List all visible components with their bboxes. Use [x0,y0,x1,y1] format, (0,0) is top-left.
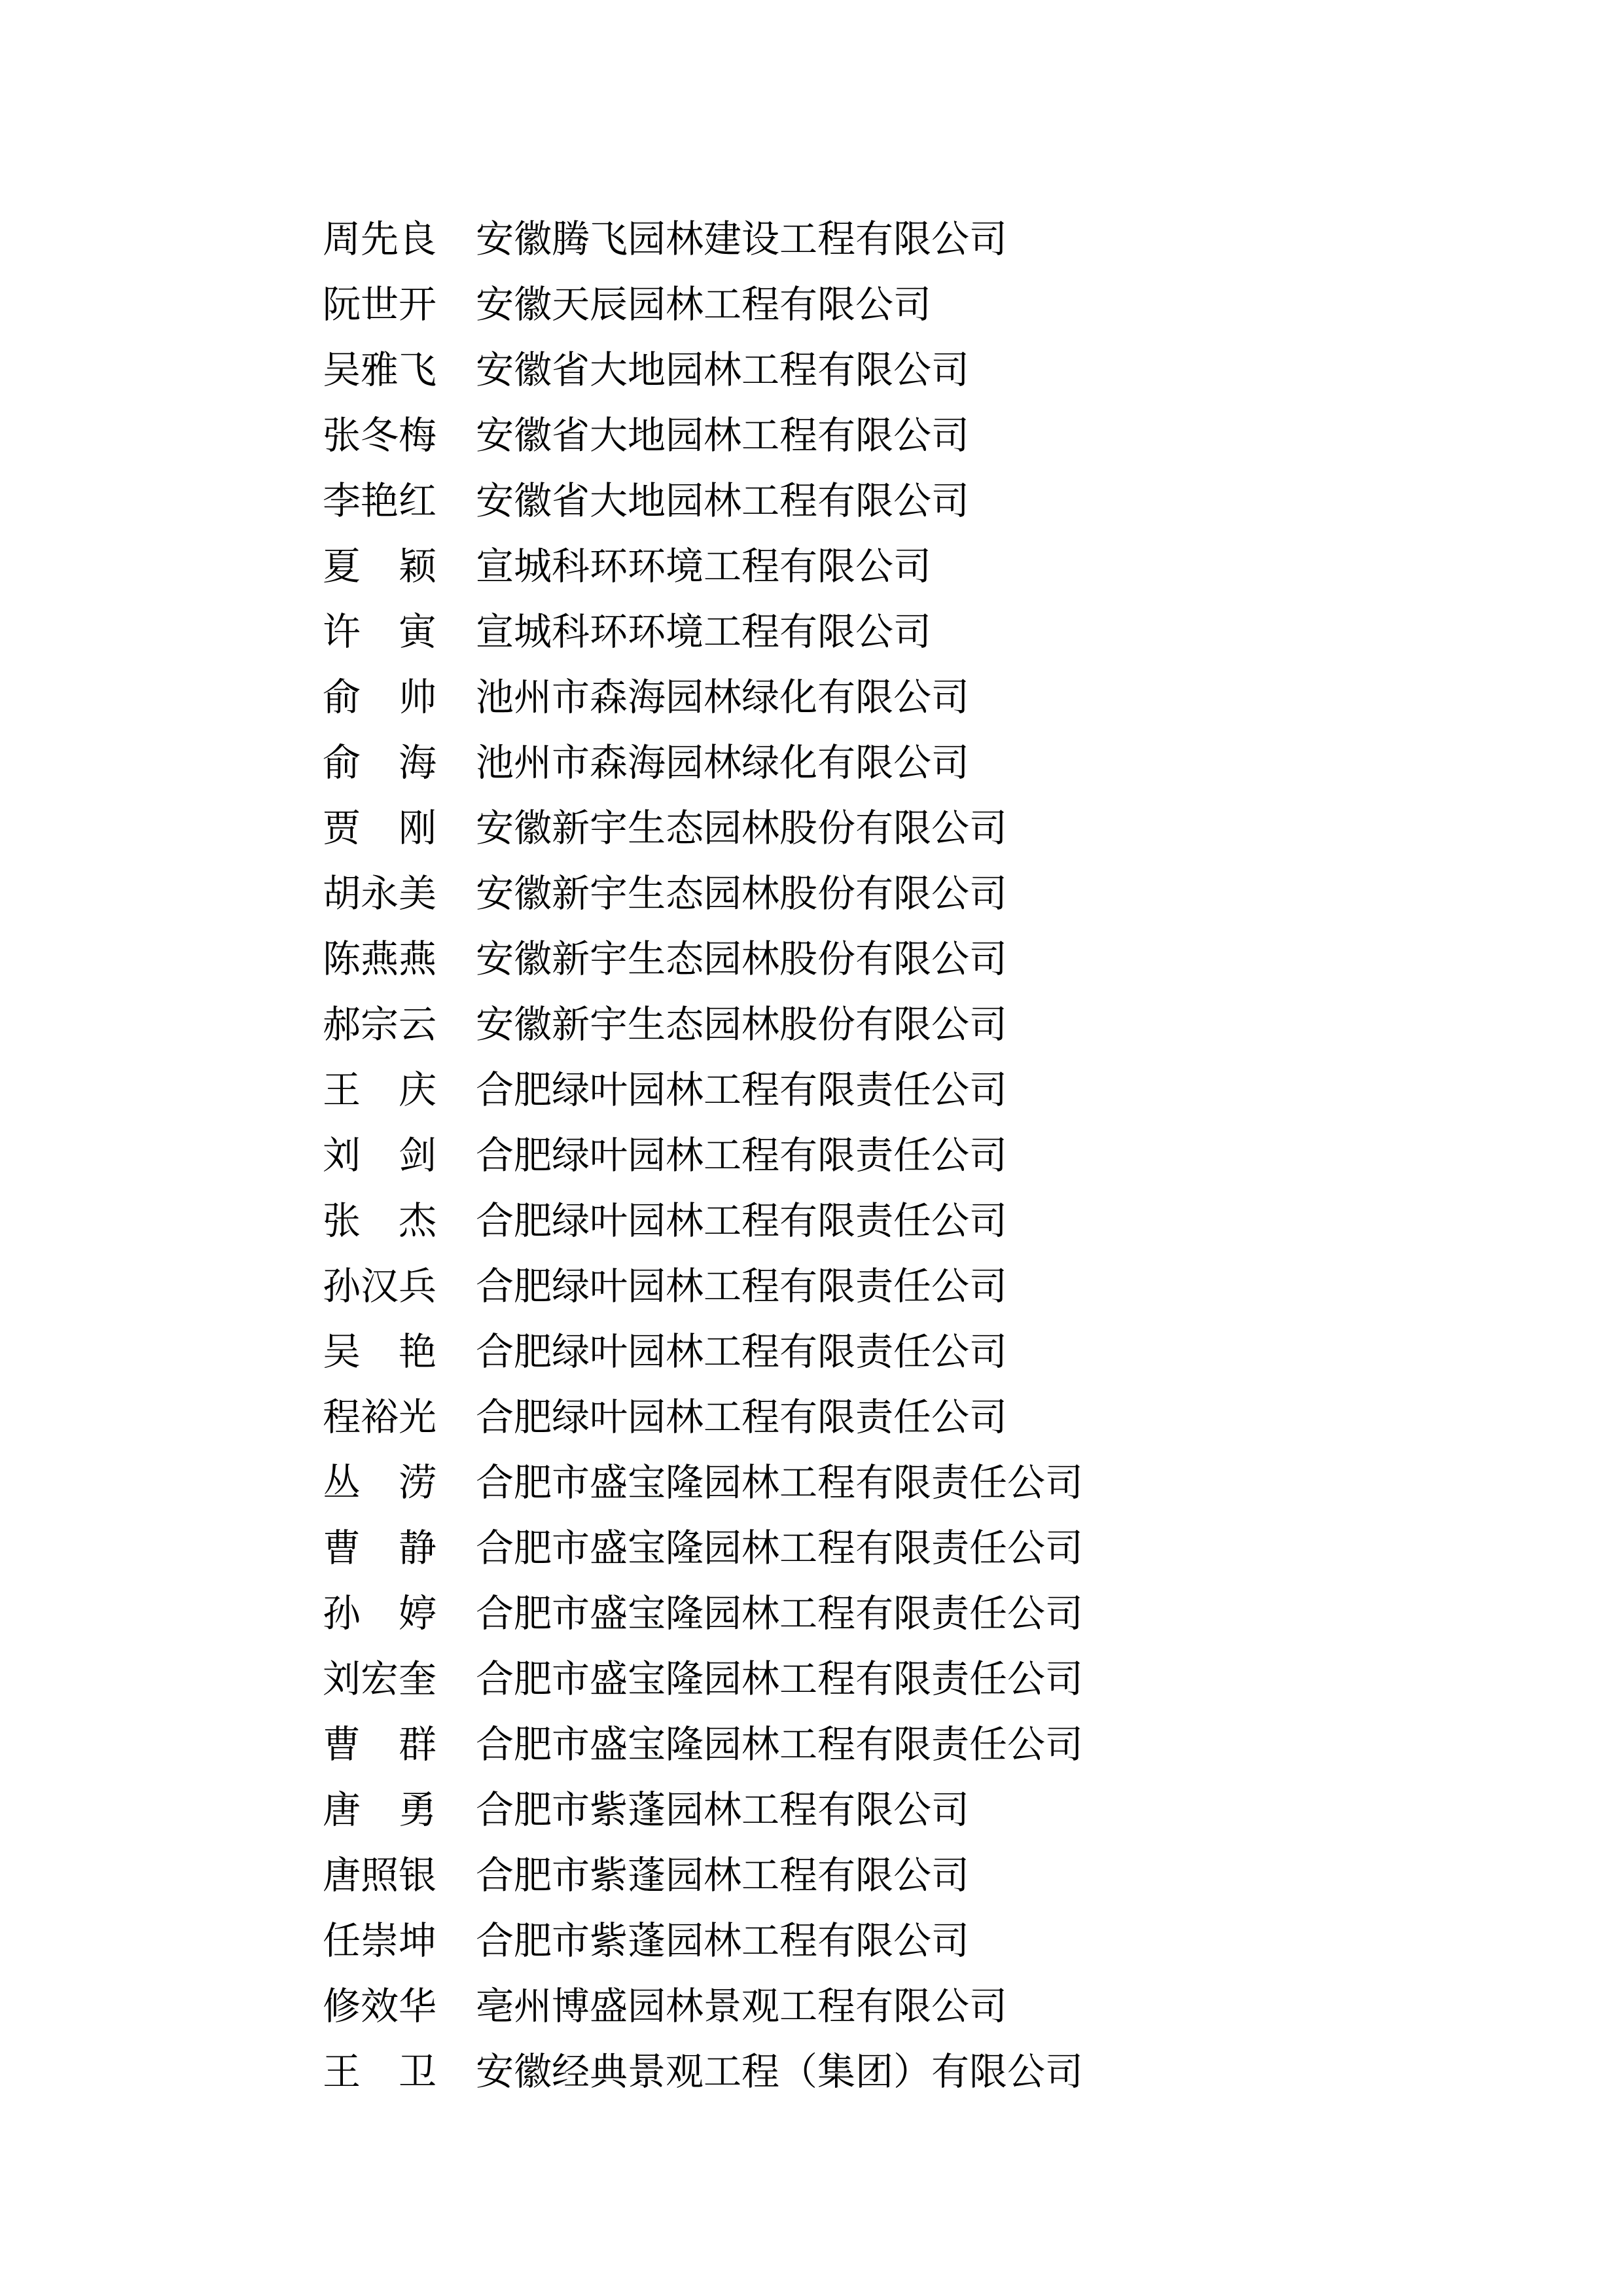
list-item [323,1384,1083,1450]
company-name: 合肥市盛宝隆园林工程有限责任公司 [476,1722,1084,1767]
company-name: 宣城科环环境工程有限公司 [476,544,932,588]
company-name: 安徽经典景观工程（集团）有限公司 [476,2049,1084,2094]
person-name: 俞 帅 [323,675,437,719]
company-name: 合肥市盛宝隆园林工程有限责任公司 [476,1526,1084,1570]
company-name: 亳州博盛园林景观工程有限公司 [476,1984,1008,2028]
company-name: 合肥绿叶园林工程有限责任公司 [476,1329,1008,1374]
list-item [323,992,1083,1057]
person-name: 张冬梅 [323,413,437,457]
list-item [323,468,1083,533]
list-item [323,533,1083,599]
person-name: 修效华 [323,1984,437,2028]
person-name: 郝宗云 [323,1002,437,1047]
person-name: 刘宏奎 [323,1657,437,1701]
person-name: 任崇坤 [323,1918,437,1963]
company-name: 合肥市盛宝隆园林工程有限责任公司 [476,1460,1084,1505]
list-item [323,1646,1083,1712]
list-item [323,599,1083,664]
person-name: 唐照银 [323,1853,437,1897]
list-item [323,861,1083,926]
person-name: 孙 婷 [323,1591,437,1636]
person-name: 周先良 [323,217,437,261]
person-name: 程裕光 [323,1395,437,1439]
person-name: 夏 颖 [323,544,437,588]
company-name: 池州市森海园林绿化有限公司 [476,740,970,785]
personnel-list [323,206,1083,2104]
company-name: 安徽新宇生态园林股份有限公司 [476,871,1008,916]
list-item [323,272,1083,337]
list-item [323,730,1083,795]
company-name: 合肥市紫蓬园林工程有限公司 [476,1853,970,1897]
person-name: 吴雅飞 [323,348,437,392]
company-name: 安徽省大地园林工程有限公司 [476,478,970,523]
person-name: 吴 艳 [323,1329,437,1374]
company-name: 池州市森海园林绿化有限公司 [476,675,970,719]
list-item [323,1319,1083,1384]
person-name: 贾 刚 [323,806,437,850]
list-item [323,664,1083,730]
list-item [323,795,1083,861]
company-name: 安徽新宇生态园林股份有限公司 [476,1002,1008,1047]
company-name: 合肥绿叶园林工程有限责任公司 [476,1133,1008,1177]
person-name: 胡永美 [323,871,437,916]
person-name: 唐 勇 [323,1787,437,1832]
person-name: 王 卫 [323,2049,437,2094]
list-item [323,1122,1083,1188]
company-name: 安徽腾飞园林建设工程有限公司 [476,217,1008,261]
list-item [323,2039,1083,2104]
list-item [323,1450,1083,1515]
company-name: 合肥市盛宝隆园林工程有限责任公司 [476,1591,1084,1636]
person-name: 俞 海 [323,740,437,785]
person-name: 丛 涝 [323,1460,437,1505]
company-name: 安徽天辰园林工程有限公司 [476,282,932,327]
company-name: 合肥绿叶园林工程有限责任公司 [476,1198,1008,1243]
person-name: 张 杰 [323,1198,437,1243]
list-item [323,1908,1083,1973]
list-item [323,1842,1083,1908]
list-item [323,1973,1083,2039]
list-item [323,337,1083,403]
person-name: 王 庆 [323,1067,437,1112]
person-name: 孙汉兵 [323,1264,437,1308]
person-name: 阮世开 [323,282,437,327]
person-name: 陈燕燕 [323,937,437,981]
list-item [323,206,1083,272]
company-name: 合肥市紫蓬园林工程有限公司 [476,1787,970,1832]
company-name: 安徽省大地园林工程有限公司 [476,413,970,457]
person-name: 李艳红 [323,478,437,523]
company-name: 合肥市盛宝隆园林工程有限责任公司 [476,1657,1084,1701]
list-item [323,1712,1083,1777]
list-item [323,1515,1083,1581]
person-name: 曹 静 [323,1526,437,1570]
company-name: 合肥绿叶园林工程有限责任公司 [476,1395,1008,1439]
company-name: 安徽新宇生态园林股份有限公司 [476,806,1008,850]
company-name: 安徽省大地园林工程有限公司 [476,348,970,392]
person-name: 刘 剑 [323,1133,437,1177]
list-item [323,403,1083,468]
company-name: 合肥市紫蓬园林工程有限公司 [476,1918,970,1963]
list-item [323,1253,1083,1319]
person-name: 许 寅 [323,609,437,654]
company-name: 安徽新宇生态园林股份有限公司 [476,937,1008,981]
list-item [323,1581,1083,1646]
list-item [323,1057,1083,1122]
company-name: 合肥绿叶园林工程有限责任公司 [476,1264,1008,1308]
list-item [323,1188,1083,1253]
person-name: 曹 群 [323,1722,437,1767]
list-item [323,926,1083,992]
list-item [323,1777,1083,1842]
company-name: 宣城科环环境工程有限公司 [476,609,932,654]
company-name: 合肥绿叶园林工程有限责任公司 [476,1067,1008,1112]
